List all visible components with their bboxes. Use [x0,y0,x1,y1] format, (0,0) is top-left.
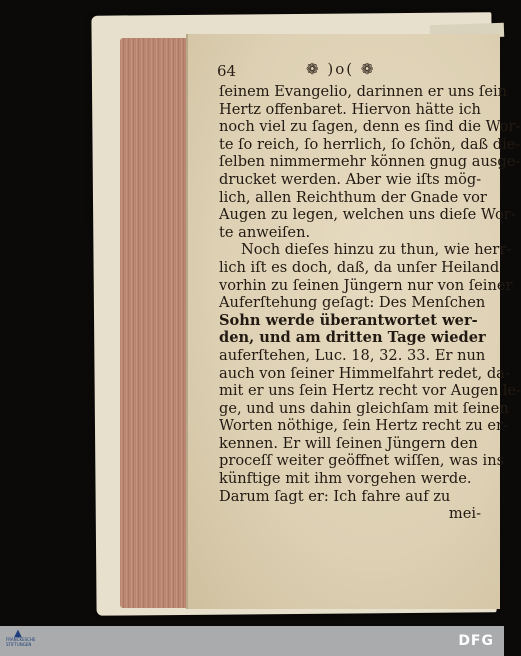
text-line: te anweiſen. [219,223,311,241]
text-line: Sohn werde überantwortet wer- [219,311,478,329]
text-line: mit er uns ſein Hertz recht vor Augen le- [219,382,521,400]
text-line: künftige mit ihm vorgehen werde. [219,470,472,488]
text-line: ſelben nimmermehr können gnug ausge- [219,153,521,171]
text-line: auferſtehen, Luc. 18, 32. 33. Er nun [219,346,486,364]
text-line: auch von ſeiner Himmelfahrt redet, da- [219,364,510,382]
text-line: proceſſ weiter geöffnet wiſſen, was ins [219,452,505,470]
text-line: Augen zu legen, welchen uns dieſe Wor- [219,206,516,224]
text-line: Hertz offenbaret. Hiervon hätte ich [219,100,481,118]
page-edges [120,38,190,608]
page-text [219,83,521,523]
text-line: den, und am dritten Tage wieder [219,329,486,347]
page-number: 64 [217,62,237,80]
text-line: Noch dieſes hinzu zu thun, wie herr- [241,241,512,259]
text-line: Auferſtehung geſagt: Des Menſchen [219,294,486,312]
dfg-logo[interactable]: DFG [458,633,494,649]
catchword: mei- [448,505,481,523]
text-line: ſeinem Evangelio, darinnen er uns ſein [219,83,508,100]
text-line: ge, und uns dahin gleichſam mit ſeinen [219,399,509,417]
building-icon: ▲ [14,628,22,639]
header-ornament: ❁ )o( ❁ [306,60,376,78]
text-line: lich iſt es doch, daß, da unſer Heiland [219,258,500,276]
text-line: vorhin zu ſeinen Jüngern nur von ſeiner [219,276,513,294]
viewer-footer-bar [0,626,504,656]
text-line: drucket werden. Aber wie iſts mög- [219,170,482,188]
institution-logo[interactable] [6,628,36,652]
text-line: lich, allen Reichthum der Gnade vor [219,188,487,206]
text-line: noch viel zu ſagen, denn es ſind die Wor- [219,118,521,136]
text-line: kennen. Er will ſeinen Jüngern den [219,434,478,452]
text-line: te ſo reich, ſo herrlich, ſo ſchön, daß die- [219,135,521,153]
logo-text: FRANCKESCHE STIFTUNGEN [6,637,36,647]
text-line: Darum ſagt er: Ich fahre auf zu [219,487,451,505]
text-line: Worten nöthige, ſein Hertz recht zu er- [219,417,508,435]
